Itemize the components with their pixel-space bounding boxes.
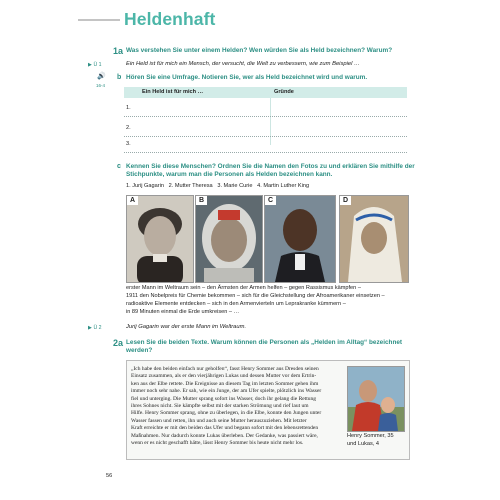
story-line: ihres Sohnes nicht. Sie kämpfte selbst mit der starken Strömung und rief laut um xyxy=(131,403,309,410)
table-row-2-label: 2. xyxy=(126,125,131,131)
keywords-line-2: 1911 den Nobelpreis für Chemie bekommen – sich für die Gleichstellung der Afroamerikaner einsetzen – xyxy=(126,293,385,299)
story-box xyxy=(126,360,410,460)
exercise-1c-example: Jurij Gagarin war der erste Mann im Weltraum. xyxy=(126,324,247,330)
name-list xyxy=(126,182,309,190)
story-line: Einsatz zusammen, als er den vierjährigen Lukas und dessen Mutter vor dem Ertrin- xyxy=(131,373,317,380)
keywords-line-1: erster Mann im Weltraum sein – den Ärmsten der Armen helfen – gegen Rassismus kämpfen – xyxy=(126,285,361,291)
story-photo-caption-line-2: und Lukas, 4 xyxy=(347,441,380,447)
table-header-col1: Ein Held ist für mich … xyxy=(142,89,204,95)
table-header xyxy=(124,87,407,98)
exercise-2a-number: 2a xyxy=(113,338,124,348)
exercise-1b-question: Hören Sie eine Umfrage. Notieren Sie, wer als Held bezeichnet wird und warum. xyxy=(126,74,368,81)
exercise-ref-label: Ü 1 xyxy=(93,62,102,68)
story-line: fiel und unterging. Die Mutter sprang sofort ins Wasser, doch ihr gelang die Rettung xyxy=(131,395,317,402)
photo-d xyxy=(339,195,409,283)
triangle-icon: ▶ xyxy=(88,62,94,68)
photo-a-label: A xyxy=(127,196,138,205)
portrait-woman-icon xyxy=(127,196,193,282)
story-line: „Ich habe den beiden einfach nur geholfen“, fasst Henry Sommer aus Dresden seinen xyxy=(131,366,319,372)
table-row-3-label: 3. xyxy=(126,141,131,147)
story-line: immer noch sehr nahe. Er sah, wie ein Junge, der am Ufer spielte, plötzlich ins Wasser xyxy=(131,388,322,395)
name-3: 3. Marie Curie xyxy=(217,183,253,189)
story-photo-caption-line-1: Henry Sommer, 35 xyxy=(347,433,394,439)
table-row-2-line xyxy=(124,136,407,137)
photo-c-label: C xyxy=(265,196,276,205)
table-row-3-line xyxy=(124,152,407,153)
exercise-2a-question-line-2: werden? xyxy=(126,347,153,354)
keywords-line-3: radioaktive Elemente entdecken – sich in den Armenvierteln um Leprakranke kümmern – xyxy=(126,301,346,307)
exercise-1a-example: Ein Held ist für mich ein Mensch, der versucht, die Welt zu verbessern, wie zum Beispiel … xyxy=(126,61,360,67)
name-1: 1. Jurij Gagarin xyxy=(126,183,164,189)
story-line: Kraft erreichte er mit den beiden das Ufer und begann sofort mit den lebensrettenden xyxy=(131,425,319,432)
photo-b xyxy=(195,195,263,283)
name-2: 2. Mutter Theresa xyxy=(168,183,213,189)
exercise-1c-ref xyxy=(88,325,102,331)
exercise-1c-letter: c xyxy=(117,163,121,170)
photo-a xyxy=(126,195,194,283)
story-line: wenn er es nicht geschafft hätte, lässt Henry Sommer bis heute nicht mehr los. xyxy=(131,440,304,447)
man-and-boy-photo-icon xyxy=(348,367,404,431)
photo-d-label: D xyxy=(340,196,351,205)
portrait-man-icon xyxy=(265,196,335,282)
photo-b-label: B xyxy=(196,196,207,205)
photo-c xyxy=(264,195,336,283)
table-row-1-line xyxy=(124,116,407,117)
name-4: 4. Martin Luther King xyxy=(257,183,310,189)
page-title: Heldenhaft xyxy=(124,9,216,29)
story-text xyxy=(131,366,343,447)
exercise-1c-question-line-1: Kennen Sie diese Menschen? Ordnen Sie die Namen den Fotos zu und erklären Sie mithilfe der xyxy=(126,163,415,170)
table-row-1-label: 1. xyxy=(126,105,131,111)
keywords-line-4: in 89 Minuten einmal die Erde umkreisen – … xyxy=(126,309,240,315)
story-photo xyxy=(347,366,405,432)
triangle-icon: ▶ xyxy=(88,325,94,331)
story-line: Maßnahmen. Nur dadurch konnte Lukas überleben. Der Gedanke, was passiert wäre, xyxy=(131,432,318,439)
table-column-divider xyxy=(270,98,271,145)
story-line: Wasser fassen und retten, ihn und auch seine Mutter herauszuziehen. Mit letzter xyxy=(131,417,307,424)
exercise-ref-label: Ü 2 xyxy=(93,325,102,331)
exercise-1b-letter: b xyxy=(117,74,122,81)
story-line: Hilfe. Henry Sommer sprang, ohne zu überlegen, in die Elbe, konnte den Jungen unter xyxy=(131,410,322,417)
audio-track: 16-4 xyxy=(96,83,106,88)
exercise-1c-question-line-2: Stichpunkte, warum man die Personen als Helden bezeichnen kann. xyxy=(126,171,333,178)
title-rule xyxy=(78,19,120,21)
page-number: 56 xyxy=(106,473,113,479)
portrait-nun-icon xyxy=(340,196,408,282)
astronaut-helmet-icon xyxy=(196,196,262,282)
table-header-col2: Gründe xyxy=(274,89,294,95)
story-line: ken aus der Elbe rettete. Die Ereignisse an diesem Tag im letzten Sommer gehen ihm xyxy=(131,380,319,387)
exercise-2a-question-line-1: Lesen Sie die beiden Texte. Warum können die Personen als „Helden im Alltag“ bezeichnet xyxy=(126,339,403,346)
audio-icon[interactable]: 🔊 xyxy=(97,73,106,80)
exercise-1a-question: Was verstehen Sie unter einem Helden? Wen würden Sie als Held bezeichnen? Warum? xyxy=(126,47,393,54)
exercise-1a-number: 1a xyxy=(113,46,124,56)
exercise-1a-ref xyxy=(88,62,102,68)
